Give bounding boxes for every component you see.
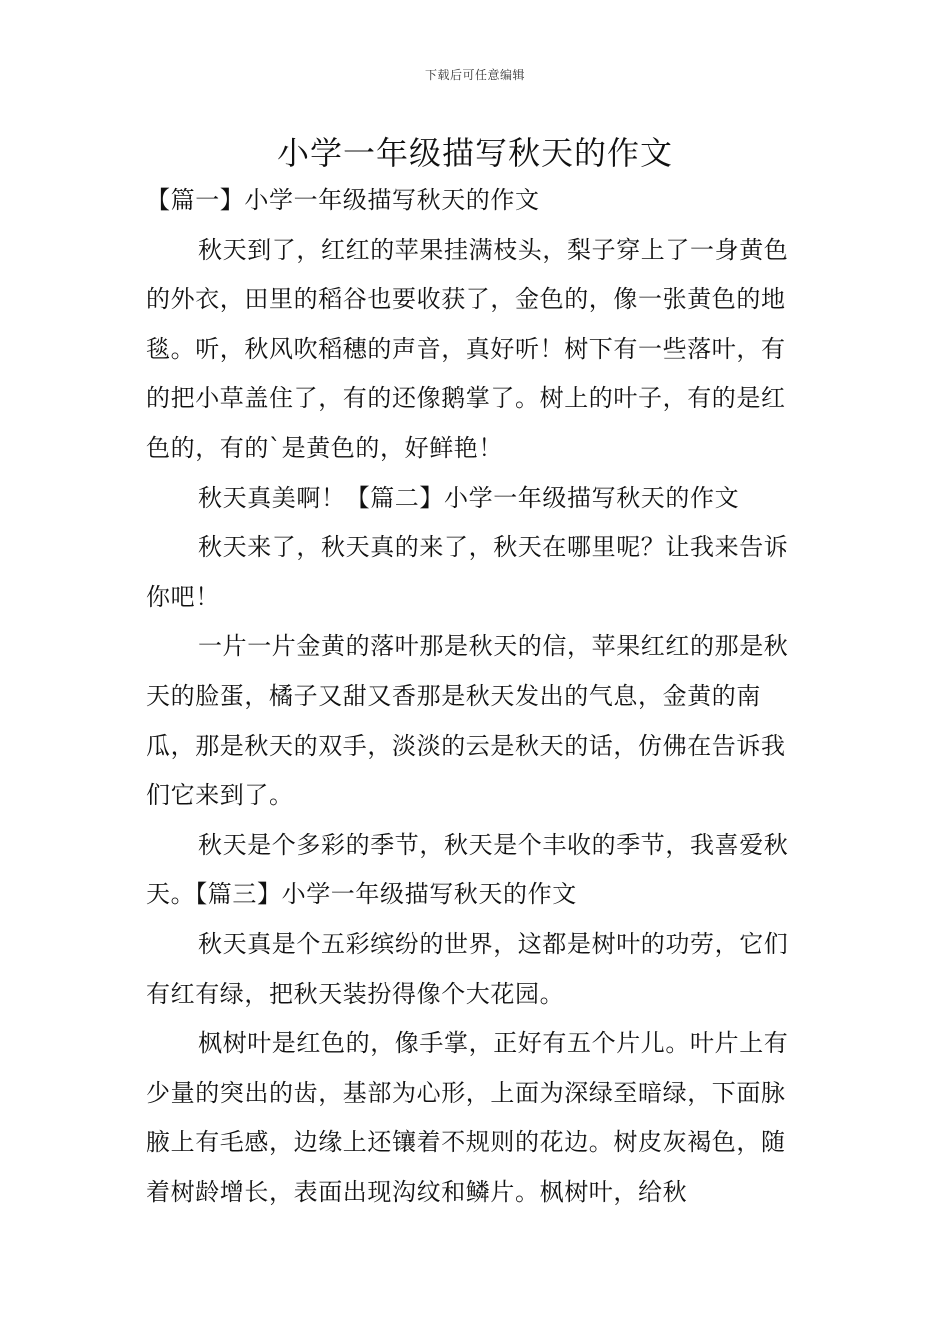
header-note: 下载后可任意编辑 [424, 68, 525, 82]
paragraph: 一片一片金黄的落叶那是秋天的信，苹果红红的那是秋天的脸蛋，橘子又甜又香那是秋天发出的气息，金黄的南瓜，那是秋天的双手，淡淡的云是秋天的话，仿佛在告诉我们它来到了。 [146, 632, 789, 810]
section-heading-1: 【篇一】小学一年级描写秋天的作文 [146, 186, 540, 214]
paragraph: 秋天来了，秋天真的来了，秋天在哪里呢？让我来告诉你吧！ [146, 533, 789, 611]
paragraph: 秋天真是个五彩缤纷的世界，这都是树叶的功劳，它们有红有绿，把秋天装扮得像个大花园。 [146, 929, 789, 1008]
paragraph: 秋天到了，红红的苹果挂满枝头，梨子穿上了一身黄色的外衣，田里的稻谷也要收获了，金色的，像一张黄色的地毯。听，秋风吹稻穗的声音，真好听！树下有一些落叶，有的把小草盖住了，有的还像鹅掌了。树上的叶子，有的是红色的，有的`是黄色的，好鲜艳！ [146, 235, 789, 462]
document-body [146, 176, 806, 1217]
paragraph: 秋天真美啊！【篇二】小学一年级描写秋天的作文 [198, 483, 740, 512]
paragraph: 秋天是个多彩的季节，秋天是个丰收的季节，我喜爱秋天。【篇三】小学一年级描写秋天的作文 [146, 830, 789, 909]
paragraph: 枫树叶是红色的，像手掌，正好有五个片儿。叶片上有少量的突出的齿，基部为心形，上面为深绿至暗绿，下面脉腋上有毛感，边缘上还镶着不规则的花边。树皮灰褐色，随着树龄增长，表面出现沟纹和鳞片。枫树叶，给秋 [146, 1029, 789, 1206]
document-title: 小学一年级描写秋天的作文 [276, 134, 673, 172]
